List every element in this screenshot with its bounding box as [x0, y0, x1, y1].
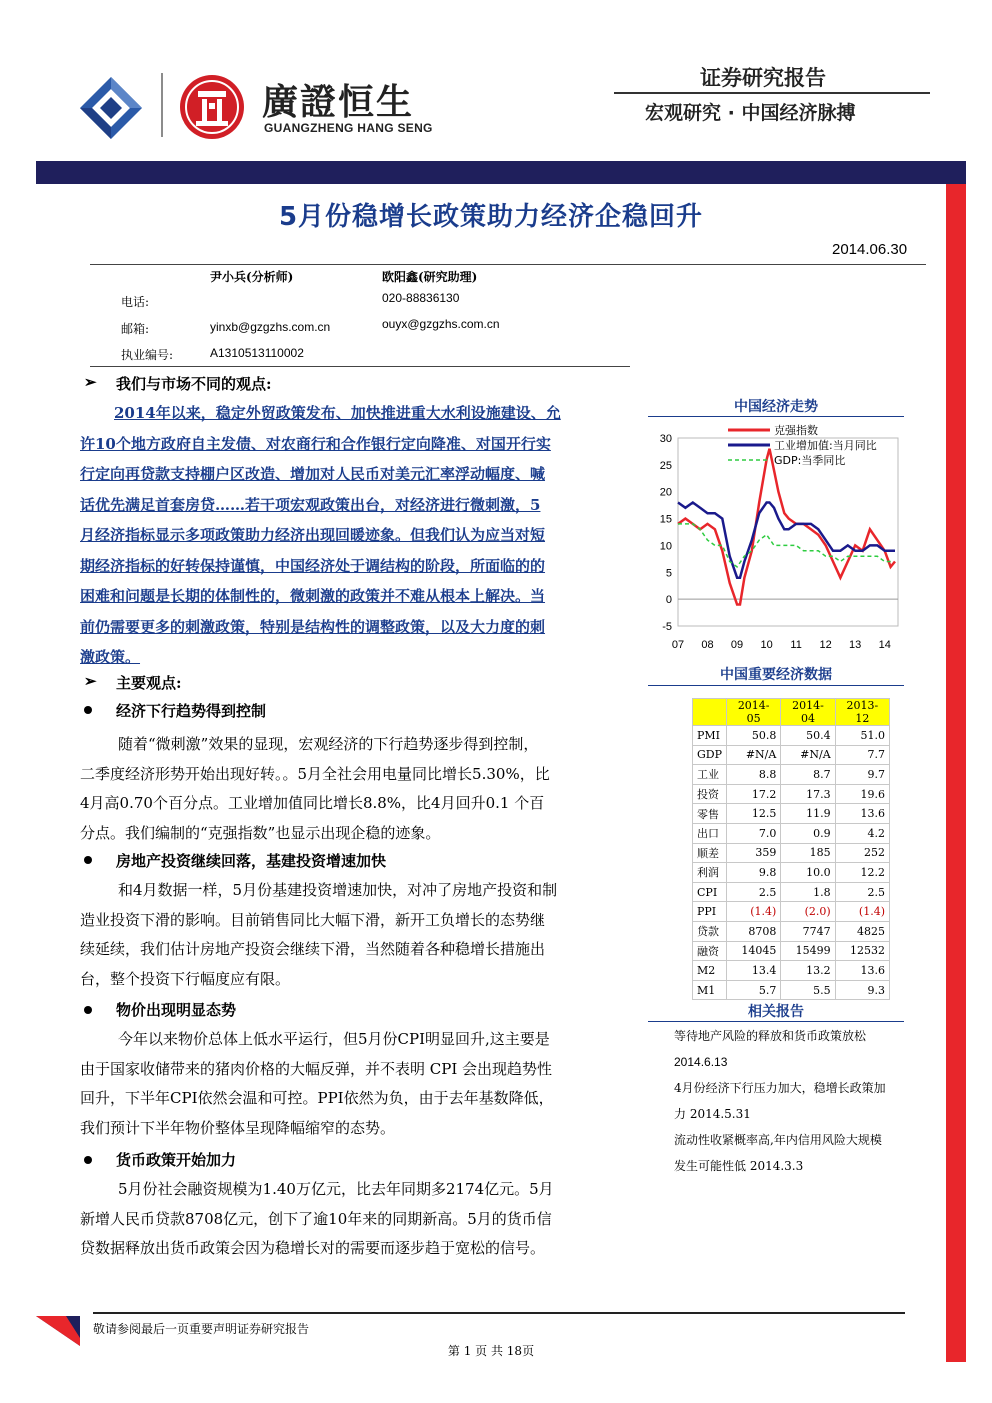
license-label: 执业编号:: [121, 348, 174, 362]
table-cell: (1.4): [835, 902, 889, 922]
table-row: [693, 804, 890, 824]
section-heading: 货币政策开始加力: [116, 1151, 237, 1169]
y-tick-label: 0: [665, 594, 672, 607]
table-row: [693, 882, 890, 902]
body-line: 今年以来物价总体上低水平运行，但5月份CPI明显回升,这主要是: [118, 1030, 550, 1048]
bullet-icon: [84, 856, 92, 864]
series-line: [678, 449, 895, 605]
x-tick-label: 10: [760, 639, 773, 651]
bullet-icon: [84, 706, 92, 714]
related-title: 相关报告: [748, 1004, 804, 1020]
related-item[interactable]: 等待地产风险的释放和货币政策放松: [674, 1029, 867, 1043]
section-body: [80, 730, 630, 848]
y-tick-label: 5: [665, 567, 672, 580]
body-line: 4月高0.70个百分点。工业增加值同比增长8.8%，比4月回升0.1 个百: [80, 794, 545, 812]
y-tick-label: -5: [662, 621, 672, 633]
economy-trend-chart: [648, 418, 904, 658]
row-label: M1: [693, 980, 727, 1000]
license-number: A1310513110002: [210, 346, 304, 360]
table-cell: 7.7: [835, 745, 889, 765]
table-cell: 12.5: [727, 804, 781, 824]
related-item[interactable]: 4月份经济下行压力加大，稳增长政策加: [674, 1081, 886, 1095]
table-cell: 13.4: [727, 961, 781, 981]
table-cell: 8.7: [781, 765, 835, 785]
table-cell: 8708: [727, 921, 781, 941]
y-tick-label: 30: [659, 433, 672, 445]
table-cell: 2.5: [835, 882, 889, 902]
table-panel-rule: [648, 685, 904, 686]
row-label: PPI: [693, 902, 727, 922]
table-row: [693, 765, 890, 785]
x-tick-label: 12: [819, 639, 832, 651]
related-rule: [648, 1021, 904, 1022]
arrow-icon: ➢: [84, 672, 97, 690]
table-cell: 13.2: [781, 961, 835, 981]
table-header-row: [693, 699, 890, 726]
table-cell: 12.2: [835, 863, 889, 883]
table-panel-title: 中国重要经济数据: [720, 667, 832, 683]
report-title: 5月份稳增长政策助力经济企稳回升: [278, 202, 704, 232]
x-tick-label: 08: [701, 639, 714, 651]
table-cell: 5.7: [727, 980, 781, 1000]
body-line: 台，整个投资下行幅度应有限。: [80, 969, 291, 988]
table-cell: 4825: [835, 921, 889, 941]
email-label: 邮箱:: [121, 322, 150, 336]
view-line: 期经济指标的好转保持谨慎，中国经济处于调结构的阶段，所面临的的: [80, 556, 546, 575]
bullet-icon: [84, 1006, 92, 1014]
table-cell: 252: [835, 843, 889, 863]
section-body: [80, 1025, 630, 1143]
company-seal-logo: [178, 73, 246, 141]
row-label: 利润: [693, 863, 727, 883]
row-label: M2: [693, 961, 727, 981]
table-cell: 2.5: [727, 882, 781, 902]
table-cell: 4.2: [835, 823, 889, 843]
body-line: 和4月数据一样，5月份基建投资增速加快，对冲了房地产投资和制: [118, 881, 558, 899]
row-label: 出口: [693, 823, 727, 843]
y-tick-label: 10: [659, 540, 672, 553]
section-heading: 经济下行趋势得到控制: [116, 702, 267, 720]
table-cell: 14045: [727, 941, 781, 961]
phone-label: 电话:: [121, 295, 150, 309]
table-cell: #N/A: [781, 745, 835, 765]
row-label: 贷款: [693, 921, 727, 941]
header-rule: [614, 92, 930, 94]
series-line: [678, 503, 895, 578]
author-rule: [90, 366, 630, 367]
table-row: [693, 784, 890, 804]
table-cell: 19.6: [835, 784, 889, 804]
x-tick-label: 07: [671, 639, 685, 651]
row-label: GDP: [693, 745, 727, 765]
table-cell: 7747: [781, 921, 835, 941]
table-row: [693, 823, 890, 843]
table-row: [693, 961, 890, 981]
table-row: [693, 726, 890, 746]
footer-rule: [93, 1312, 905, 1314]
table-cell: 51.0: [835, 726, 889, 746]
body-line: 贷数据释放出货币政策会因为稳增长对的需要而逐步趋于宽松的信号。: [80, 1239, 546, 1257]
section-body: [80, 1175, 630, 1264]
section-heading: 房地产投资继续回落，基建投资增速加快: [116, 852, 387, 870]
table-cell: 17.2: [727, 784, 781, 804]
table-cell: 17.3: [781, 784, 835, 804]
company-logo-mark: [78, 75, 144, 141]
report-type: 证券研究报告: [700, 66, 826, 90]
table-header-cell: 2014-05: [727, 699, 781, 726]
brand-name-en: GUANGZHENG HANG SENG: [264, 121, 433, 135]
body-line: 新增人民币贷款8708亿元，创下了逾10年来的同期新高。5月的货币信: [80, 1209, 552, 1228]
table-cell: 185: [781, 843, 835, 863]
title-rule: [90, 264, 926, 265]
related-date: 发生可能性低 2014.3.3: [674, 1159, 804, 1173]
analyst-email[interactable]: yinxb@gzgzhs.com.cn: [210, 320, 331, 334]
body-line: 续延续，我们估计房地产投资会继续下滑，当然随着各种稳增长措施出: [80, 940, 546, 958]
assistant-name: 欧阳鑫(研究助理): [382, 270, 478, 284]
related-list: [674, 1023, 944, 1179]
brand-name-cn: 廣證恒生: [262, 82, 415, 123]
table-header-cell: [693, 699, 727, 726]
table-cell: 13.6: [835, 804, 889, 824]
legend-label: GDP:当季同比: [774, 454, 846, 467]
x-tick-label: 11: [790, 639, 802, 651]
table-header-cell: 2013-12: [835, 699, 889, 726]
body-line: 二季度经济形势开始出现好转。。5月全社会用电量同比增长5.30%，比: [80, 764, 550, 783]
y-tick-label: 25: [659, 459, 672, 472]
view-line: 激政策。: [80, 648, 141, 666]
side-accent-bar: [946, 184, 966, 1362]
table-cell: 0.9: [781, 823, 835, 843]
y-tick-label: 20: [659, 486, 672, 499]
table-row: [693, 902, 890, 922]
view-line: 前仍需要更多的刺激政策，特别是结构性的调整政策，以及大力度的刺: [80, 617, 546, 636]
related-date: 2014.6.13: [674, 1055, 728, 1069]
legend-label: 克强指数: [774, 424, 818, 437]
table-cell: 7.0: [727, 823, 781, 843]
table-row: [693, 941, 890, 961]
view-line: 行定向再贷款支持棚户区改造、增加对人民币对美元汇率浮动幅度、喊: [80, 465, 546, 483]
view-line: 许10个地方政府自主发债、对农商行和合作银行定向降准、对国开行实: [80, 434, 551, 453]
table-row: [693, 843, 890, 863]
chart-panel-title: 中国经济走势: [734, 399, 818, 415]
row-label: 投资: [693, 784, 727, 804]
related-date: 力 2014.5.31: [674, 1107, 751, 1121]
view-text: [80, 398, 630, 673]
table-cell: 9.8: [727, 863, 781, 883]
table-cell: 1.8: [781, 882, 835, 902]
section-heading: 物价出现明显态势: [116, 1001, 237, 1019]
table-cell: 10.0: [781, 863, 835, 883]
x-tick-label: 14: [878, 639, 891, 651]
table-cell: (1.4): [727, 902, 781, 922]
table-cell: 11.9: [781, 804, 835, 824]
table-cell: 50.4: [781, 726, 835, 746]
table-cell: 13.6: [835, 961, 889, 981]
table-row: [693, 921, 890, 941]
disclaimer-note: 敬请参阅最后一页重要声明证券研究报告: [93, 1322, 310, 1336]
x-tick-label: 09: [730, 639, 744, 651]
row-label: 融资: [693, 941, 727, 961]
view-line: 话优先满足首套房贷……若干项宏观政策出台，对经济进行微刺激，5: [80, 495, 541, 514]
table-row: [693, 980, 890, 1000]
view-line: 困难和问题是长期的体制性的，微刺激的政策并不难从根本上解决。当: [80, 587, 546, 605]
section-body: [80, 876, 630, 994]
body-line: 回升，下半年CPI依然会温和可控。PPI依然为负，由于去年基数降低，: [80, 1089, 554, 1107]
related-item[interactable]: 流动性收紧概率高,年内信用风险大规模: [674, 1133, 882, 1147]
main-heading: 主要观点:: [116, 674, 182, 692]
row-label: PMI: [693, 726, 727, 746]
table-header-cell: 2014-04: [781, 699, 835, 726]
row-label: CPI: [693, 882, 727, 902]
assistant-email[interactable]: ouyx@gzgzhs.com.cn: [382, 317, 500, 331]
table-cell: 5.5: [781, 980, 835, 1000]
table-cell: (2.0): [781, 902, 835, 922]
row-label: 工业: [693, 765, 727, 785]
x-tick-label: 13: [849, 639, 862, 651]
body-line: 随着“微刺激”效果的显现，宏观经济的下行趋势逐步得到控制，: [118, 735, 539, 753]
phone-number: 020-88836130: [382, 291, 460, 305]
body-line: 分点。我们编制的“克强指数”也显示出现企稳的迹象。: [80, 823, 441, 842]
page-number: 第 1 页 共 18页: [447, 1344, 535, 1358]
table-cell: 50.8: [727, 726, 781, 746]
report-date: 2014.06.30: [832, 241, 908, 258]
body-line: 5月份社会融资规模为1.40万亿元，比去年同期多2174亿元。5月: [118, 1180, 554, 1198]
arrow-icon: ➢: [84, 373, 97, 391]
y-tick-label: 15: [659, 513, 672, 526]
table-cell: 9.7: [835, 765, 889, 785]
table-cell: 8.8: [727, 765, 781, 785]
table-cell: 12532: [835, 941, 889, 961]
chart-panel-rule: [648, 416, 904, 417]
table-cell: #N/A: [727, 745, 781, 765]
report-category: 宏观研究 · 中国经济脉搏: [645, 102, 856, 124]
view-heading: 我们与市场不同的观点:: [116, 375, 272, 393]
table-row: [693, 863, 890, 883]
view-line: 月经济指标显示多项政策助力经济出现回暖迹象。但我们认为应当对短: [80, 526, 546, 544]
view-line: 2014年以来，稳定外贸政策发布、加快推进重大水利设施建设、允: [114, 404, 561, 422]
header-divider: [161, 73, 163, 137]
body-line: 我们预计下半年物价整体呈现降幅缩窄的态势。: [80, 1118, 396, 1137]
table-cell: 15499: [781, 941, 835, 961]
table-cell: 9.3: [835, 980, 889, 1000]
title-band: [36, 161, 966, 184]
legend-label: 工业增加值:当月同比: [774, 439, 877, 452]
row-label: 顺差: [693, 843, 727, 863]
body-line: 由于国家收储带来的猪肉价格的大幅反弹，并不表明 CPI 会出现趋势性: [80, 1059, 553, 1078]
analyst-name: 尹小兵(分析师): [210, 270, 294, 284]
row-label: 零售: [693, 804, 727, 824]
table-row: [693, 745, 890, 765]
table-cell: 359: [727, 843, 781, 863]
economic-data-table: [692, 698, 890, 1000]
body-line: 造业投资下滑的影响。目前销售同比大幅下滑，新开工负增长的态势继: [80, 910, 546, 929]
bullet-icon: [84, 1156, 92, 1164]
